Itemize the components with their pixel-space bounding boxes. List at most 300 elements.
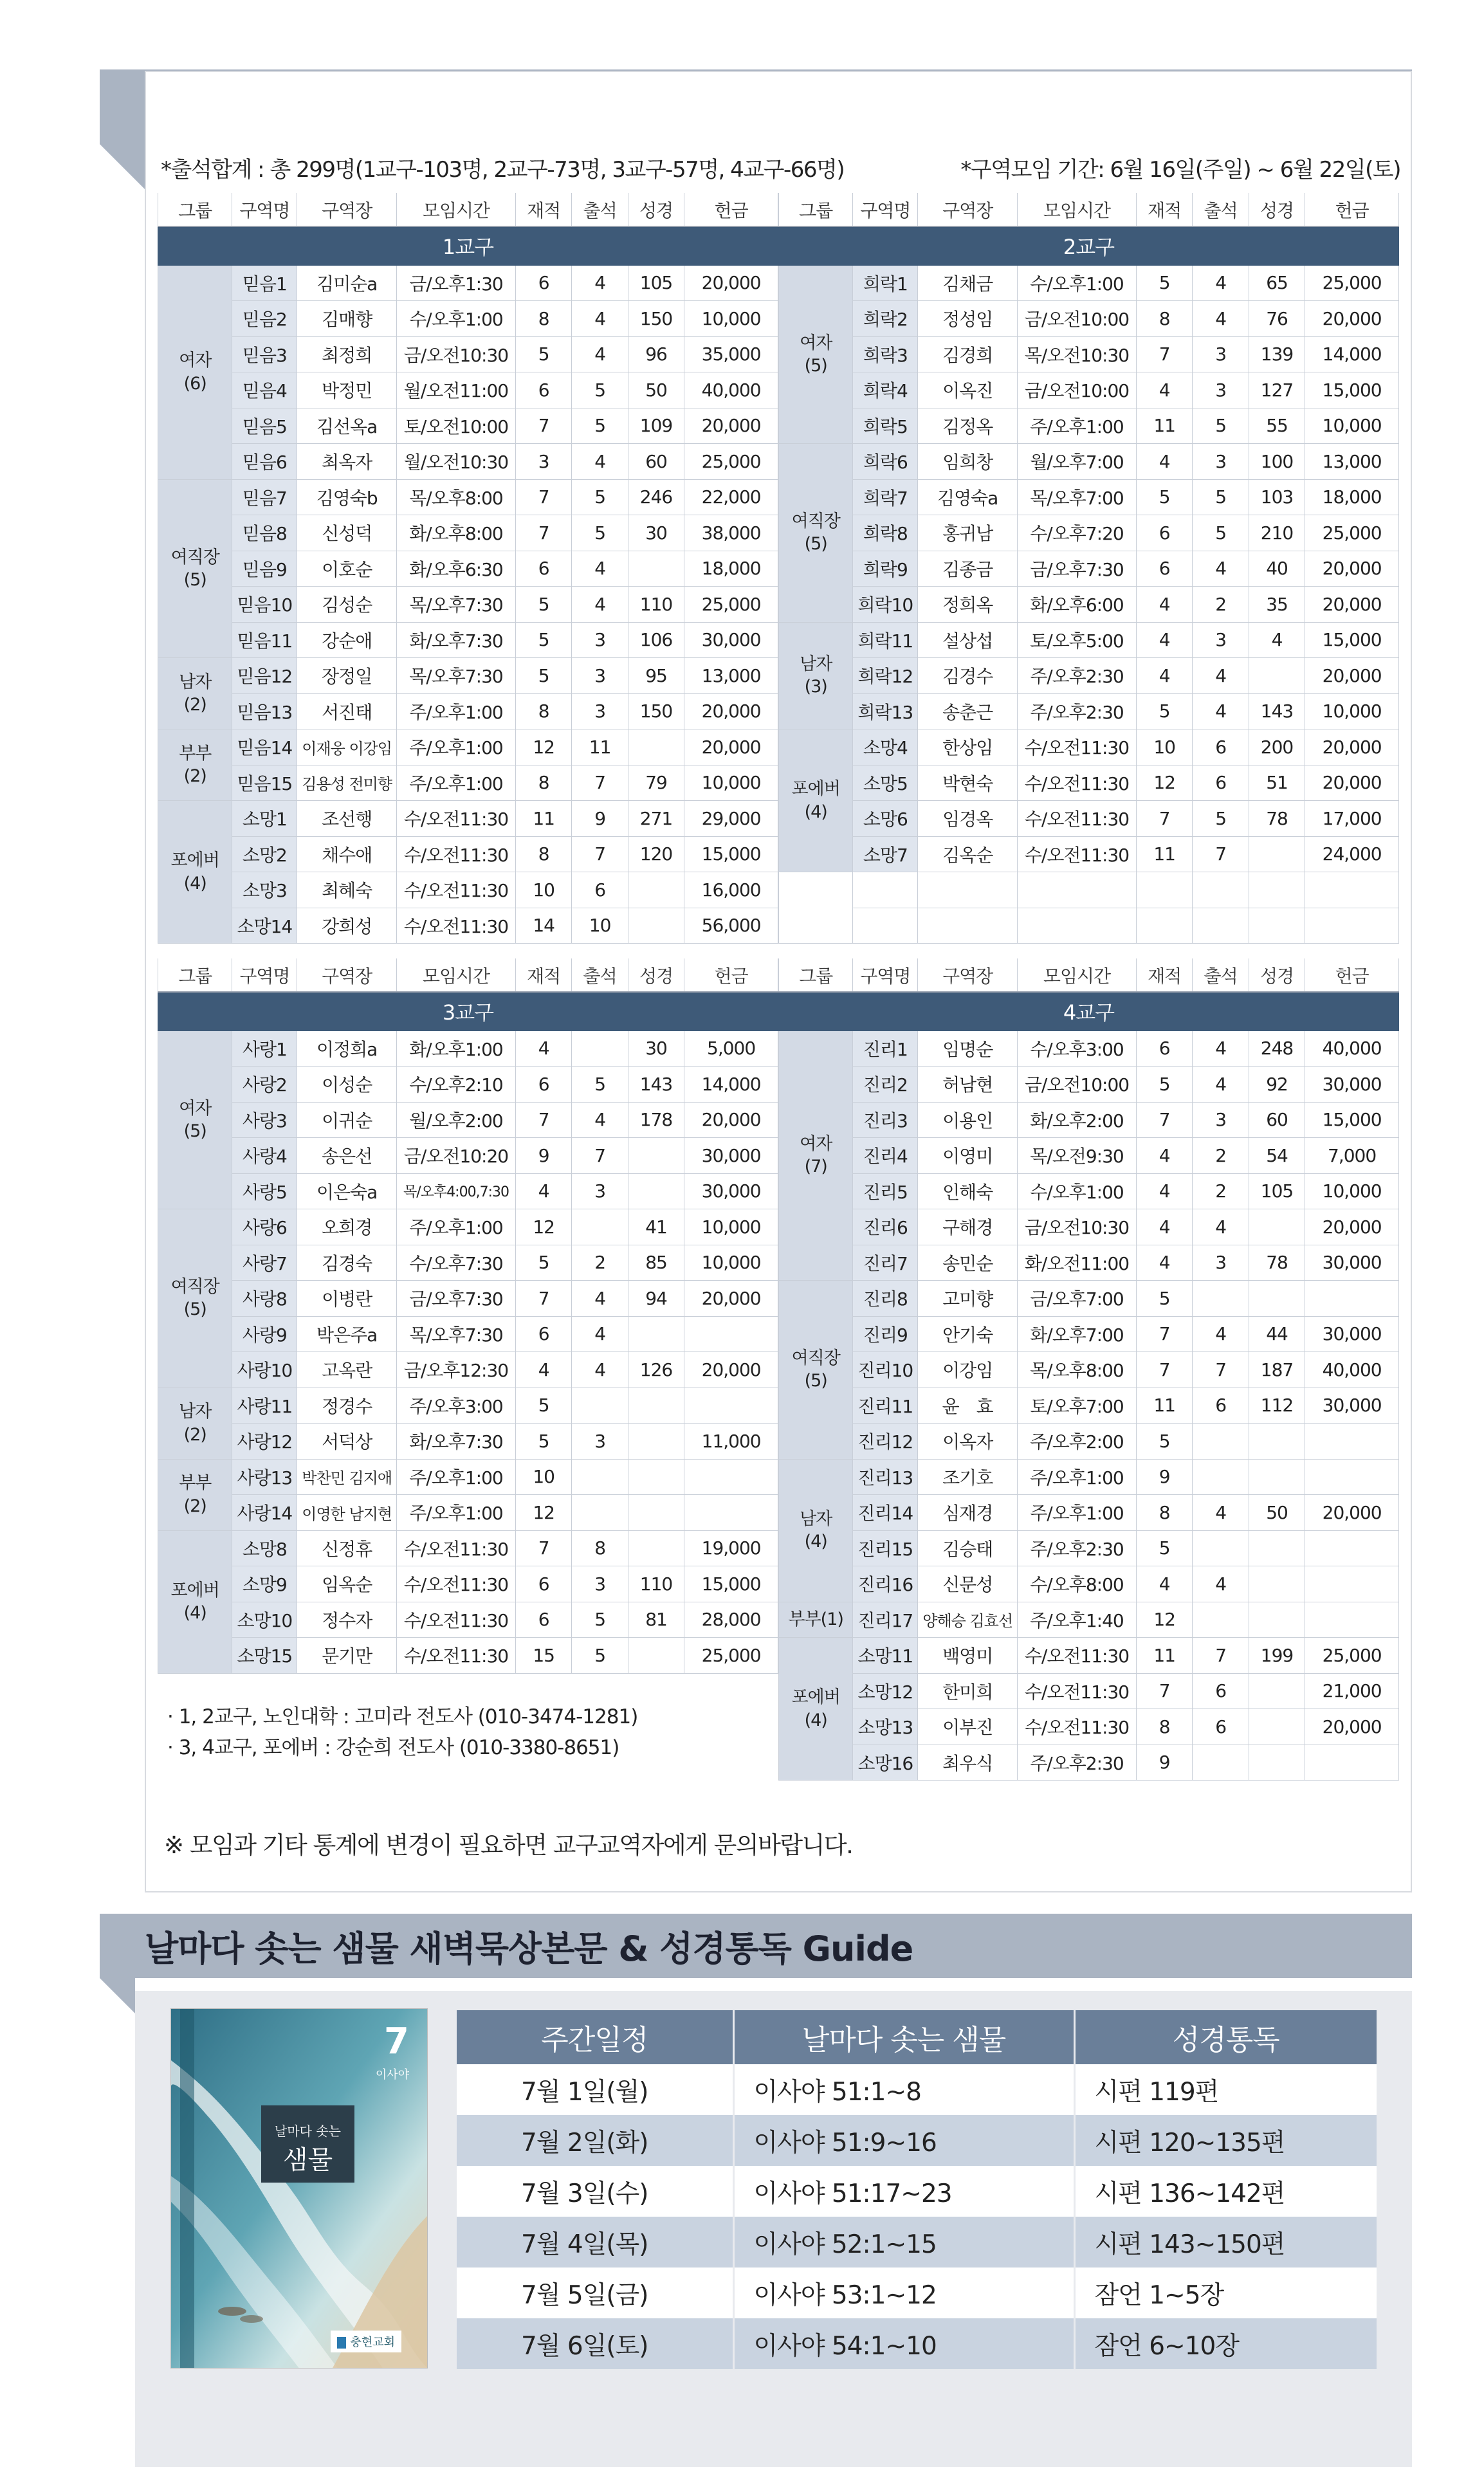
cell-bible: 143 bbox=[628, 1067, 684, 1103]
cell-attendance: 5 bbox=[572, 479, 628, 515]
cell-offering: 20,000 bbox=[1305, 587, 1399, 623]
cell-bible bbox=[628, 1388, 684, 1424]
cell-leader: 윤 효 bbox=[918, 1388, 1018, 1424]
cell-name: 믿음15 bbox=[232, 765, 297, 801]
group-label: 여직장 (5) bbox=[779, 444, 853, 623]
cell-time: 금/오전10:00 bbox=[1018, 372, 1137, 408]
column-header: 그룹 bbox=[779, 193, 853, 226]
cell-enrolled: 5 bbox=[515, 1245, 571, 1281]
cell-enrolled: 6 bbox=[515, 372, 571, 408]
cell-enrolled: 14 bbox=[515, 908, 571, 944]
cell-enrolled: 6 bbox=[515, 1067, 571, 1103]
cell-attendance: 3 bbox=[572, 622, 628, 658]
cell-attendance: 4 bbox=[572, 265, 628, 301]
table-row bbox=[158, 1138, 778, 1174]
cell-offering: 20,000 bbox=[684, 265, 778, 301]
district-title: 1교구 bbox=[158, 226, 778, 265]
guide-date: 7월 4일(목) bbox=[457, 2217, 733, 2268]
cell-enrolled: 4 bbox=[1136, 622, 1192, 658]
cell-time: 금/오전10:20 bbox=[397, 1138, 516, 1174]
cell-bible: 110 bbox=[628, 1566, 684, 1602]
table-row bbox=[779, 836, 1399, 872]
cell-attendance bbox=[1193, 1602, 1249, 1638]
cell-offering: 18,000 bbox=[684, 551, 778, 587]
cell-bible: 40 bbox=[1249, 551, 1305, 587]
cell-bible: 81 bbox=[628, 1602, 684, 1638]
cell-enrolled: 12 bbox=[515, 1495, 571, 1531]
attendance-summary: *출석합계 : 총 299명(1교구-103명, 2교구-73명, 3교구-57명, 4교구-66명) bbox=[161, 157, 845, 183]
cell-enrolled: 11 bbox=[1136, 408, 1192, 444]
cell-offering: 30,000 bbox=[1305, 1316, 1399, 1352]
guide-header-band bbox=[100, 1914, 1412, 1978]
cell-leader: 강순애 bbox=[297, 622, 397, 658]
column-header: 구역명 bbox=[853, 193, 918, 226]
table-row bbox=[779, 693, 1399, 729]
cell-enrolled: 6 bbox=[515, 1566, 571, 1602]
cell-leader: 김채금 bbox=[918, 265, 1018, 301]
guide-bible-reading: 시편 119편 bbox=[1074, 2064, 1377, 2115]
table-row bbox=[779, 1102, 1399, 1138]
cell-bible: 78 bbox=[1249, 1245, 1305, 1281]
cell-name: 진리1 bbox=[853, 1031, 918, 1067]
guide-devotional-passage: 이사야 53:1~12 bbox=[733, 2268, 1074, 2318]
cell-offering bbox=[1305, 1530, 1399, 1566]
cell-offering: 25,000 bbox=[684, 1638, 778, 1674]
cell-enrolled: 11 bbox=[1136, 836, 1192, 872]
cell-enrolled: 9 bbox=[1136, 1745, 1192, 1781]
cell-leader: 김성순 bbox=[297, 587, 397, 623]
cell-attendance bbox=[1193, 1530, 1249, 1566]
cell-time: 주/오후2:00 bbox=[1018, 1424, 1137, 1460]
cell-attendance bbox=[1193, 1745, 1249, 1781]
group-label: 부부(1) bbox=[779, 1602, 853, 1638]
cell-bible bbox=[628, 729, 684, 765]
cell-name: 소망6 bbox=[853, 801, 918, 837]
cell-enrolled: 7 bbox=[1136, 1102, 1192, 1138]
cell-bible bbox=[1249, 1281, 1305, 1317]
cell-enrolled: 12 bbox=[515, 729, 571, 765]
cell-time: 화/오후6:30 bbox=[397, 551, 516, 587]
cell-leader: 신문성 bbox=[918, 1566, 1018, 1602]
guide-row bbox=[457, 2217, 1377, 2268]
cell-time: 수/오전11:30 bbox=[397, 1566, 516, 1602]
cell-name: 믿음13 bbox=[232, 693, 297, 729]
cell-offering: 5,000 bbox=[684, 1031, 778, 1067]
cell-bible: 103 bbox=[1249, 479, 1305, 515]
cell-attendance: 4 bbox=[1193, 1566, 1249, 1602]
cell-bible: 65 bbox=[1249, 265, 1305, 301]
cell-bible bbox=[1249, 658, 1305, 694]
cell-time: 목/오후4:00,7:30 bbox=[397, 1173, 516, 1209]
cell-leader: 김경희 bbox=[918, 336, 1018, 372]
table-row bbox=[779, 1424, 1399, 1460]
cell-name: 믿음1 bbox=[232, 265, 297, 301]
cell-bible: 110 bbox=[628, 587, 684, 623]
cell-attendance: 7 bbox=[1193, 836, 1249, 872]
cell-name: 믿음7 bbox=[232, 479, 297, 515]
cell-time: 월/오후7:00 bbox=[1018, 444, 1137, 480]
cell-time: 수/오후1:00 bbox=[1018, 265, 1137, 301]
cell-bible bbox=[628, 1173, 684, 1209]
cell-attendance: 5 bbox=[572, 1602, 628, 1638]
cell-bible: 95 bbox=[628, 658, 684, 694]
cell-bible: 210 bbox=[1249, 515, 1305, 551]
cell-offering: 28,000 bbox=[684, 1602, 778, 1638]
cell-attendance: 2 bbox=[1193, 1173, 1249, 1209]
cell-enrolled: 7 bbox=[1136, 1673, 1192, 1709]
cell-enrolled: 8 bbox=[515, 836, 571, 872]
cell-name bbox=[853, 908, 918, 944]
cell-enrolled: 4 bbox=[1136, 658, 1192, 694]
table-row bbox=[779, 1530, 1399, 1566]
cell-attendance: 6 bbox=[1193, 729, 1249, 765]
cell-attendance: 3 bbox=[1193, 1102, 1249, 1138]
cell-name: 믿음10 bbox=[232, 587, 297, 623]
column-header: 그룹 bbox=[158, 193, 232, 226]
cell-time: 주/오후1:00 bbox=[397, 1495, 516, 1531]
cell-name: 소망8 bbox=[232, 1530, 297, 1566]
table-row bbox=[158, 1388, 778, 1424]
column-header: 구역장 bbox=[297, 193, 397, 226]
cell-offering: 18,000 bbox=[1305, 479, 1399, 515]
cell-leader: 이영미 bbox=[918, 1138, 1018, 1174]
guide-row bbox=[457, 2166, 1377, 2217]
table-row bbox=[779, 265, 1399, 301]
table-row bbox=[779, 1495, 1399, 1531]
cell-leader: 조선행 bbox=[297, 801, 397, 837]
column-header: 출석 bbox=[1193, 958, 1249, 992]
guide-date: 7월 5일(금) bbox=[457, 2268, 733, 2318]
table-row bbox=[779, 1245, 1399, 1281]
cell-enrolled: 5 bbox=[1136, 1530, 1192, 1566]
cell-leader: 김승태 bbox=[918, 1530, 1018, 1566]
column-header: 성경 bbox=[1249, 958, 1305, 992]
cell-attendance: 4 bbox=[572, 1281, 628, 1317]
cell-time: 주/오후2:30 bbox=[1018, 1530, 1137, 1566]
cell-name: 사랑2 bbox=[232, 1067, 297, 1103]
table-row bbox=[779, 479, 1399, 515]
cell-bible: 100 bbox=[1249, 444, 1305, 480]
cell-leader: 이용인 bbox=[918, 1102, 1018, 1138]
column-header: 구역장 bbox=[297, 958, 397, 992]
cell-attendance bbox=[572, 1388, 628, 1424]
cell-offering: 25,000 bbox=[1305, 1638, 1399, 1674]
cell-time: 목/오후7:00 bbox=[1018, 479, 1137, 515]
table-row bbox=[779, 301, 1399, 337]
cell-attendance: 4 bbox=[1193, 693, 1249, 729]
cell-enrolled: 8 bbox=[515, 765, 571, 801]
cell-attendance: 4 bbox=[1193, 265, 1249, 301]
cell-attendance: 5 bbox=[1193, 801, 1249, 837]
cell-leader: 이성순 bbox=[297, 1067, 397, 1103]
cell-offering: 7,000 bbox=[1305, 1138, 1399, 1174]
cell-leader: 심재경 bbox=[918, 1495, 1018, 1531]
cell-leader: 백영미 bbox=[918, 1638, 1018, 1674]
guide-col-schedule: 주간일정 bbox=[457, 2010, 733, 2064]
cell-attendance: 4 bbox=[1193, 551, 1249, 587]
cell-enrolled: 7 bbox=[515, 1281, 571, 1317]
cell-bible bbox=[1249, 1602, 1305, 1638]
cell-attendance: 6 bbox=[1193, 1709, 1249, 1745]
cell-bible: 200 bbox=[1249, 729, 1305, 765]
cell-time: 수/오후3:00 bbox=[1018, 1031, 1137, 1067]
cell-enrolled: 11 bbox=[1136, 1638, 1192, 1674]
cell-offering: 17,000 bbox=[1305, 801, 1399, 837]
cell-bible bbox=[628, 1424, 684, 1460]
cell-enrolled: 5 bbox=[515, 587, 571, 623]
cell-enrolled: 10 bbox=[515, 1459, 571, 1495]
cell-name: 진리6 bbox=[853, 1209, 918, 1245]
cell-leader: 한미희 bbox=[918, 1673, 1018, 1709]
cell-enrolled: 5 bbox=[1136, 1424, 1192, 1460]
table-row bbox=[158, 1316, 778, 1352]
table-row bbox=[779, 1602, 1399, 1638]
district-table-4 bbox=[778, 958, 1399, 1781]
cell-name: 소망15 bbox=[232, 1638, 297, 1674]
cell-leader: 이재웅 이강임 bbox=[297, 729, 397, 765]
cell-enrolled: 9 bbox=[515, 1138, 571, 1174]
cell-offering: 15,000 bbox=[684, 1566, 778, 1602]
cell-attendance: 4 bbox=[1193, 1031, 1249, 1067]
cell-offering: 30,000 bbox=[1305, 1245, 1399, 1281]
table-row bbox=[779, 801, 1399, 837]
cell-offering: 10,000 bbox=[684, 301, 778, 337]
cell-name: 사랑6 bbox=[232, 1209, 297, 1245]
cell-offering: 15,000 bbox=[1305, 1102, 1399, 1138]
table-row bbox=[779, 587, 1399, 623]
table-row bbox=[779, 872, 1399, 908]
table-row bbox=[158, 1281, 778, 1317]
guide-table bbox=[457, 2010, 1377, 2369]
cell-enrolled: 4 bbox=[1136, 587, 1192, 623]
cell-offering: 19,000 bbox=[684, 1530, 778, 1566]
cell-leader: 이영한 남지현 bbox=[297, 1495, 397, 1531]
cell-time: 수/오후1:00 bbox=[1018, 1173, 1137, 1209]
table-row bbox=[158, 872, 778, 908]
cell-offering bbox=[684, 1459, 778, 1495]
cover-title-small: 날마다 솟는 bbox=[275, 2123, 341, 2139]
cell-time: 화/오후7:30 bbox=[397, 622, 516, 658]
cell-leader: 안기숙 bbox=[918, 1316, 1018, 1352]
table-row bbox=[779, 1388, 1399, 1424]
table-row bbox=[779, 1566, 1399, 1602]
cell-offering: 14,000 bbox=[1305, 336, 1399, 372]
cell-name: 희락13 bbox=[853, 693, 918, 729]
cell-bible bbox=[628, 1316, 684, 1352]
cell-attendance: 7 bbox=[572, 765, 628, 801]
cell-leader: 이은숙a bbox=[297, 1173, 397, 1209]
column-header: 출석 bbox=[572, 958, 628, 992]
cell-name: 희락7 bbox=[853, 479, 918, 515]
cell-attendance: 4 bbox=[572, 1316, 628, 1352]
guide-row bbox=[457, 2318, 1377, 2369]
column-header: 출석 bbox=[1193, 193, 1249, 226]
table-row bbox=[158, 801, 778, 837]
cell-bible: 96 bbox=[628, 336, 684, 372]
cell-offering bbox=[1305, 1566, 1399, 1602]
column-header: 헌금 bbox=[1305, 193, 1399, 226]
cell-name: 소망12 bbox=[853, 1673, 918, 1709]
column-header: 헌금 bbox=[684, 958, 778, 992]
cell-leader: 이병란 bbox=[297, 1281, 397, 1317]
cell-name: 소망2 bbox=[232, 836, 297, 872]
cell-leader: 박정민 bbox=[297, 372, 397, 408]
cell-attendance: 4 bbox=[1193, 1067, 1249, 1103]
cell-bible: 143 bbox=[1249, 693, 1305, 729]
cover-title-box bbox=[261, 2105, 354, 2183]
cell-name bbox=[853, 872, 918, 908]
cell-leader: 이정희a bbox=[297, 1031, 397, 1067]
table-row bbox=[779, 1352, 1399, 1388]
cell-leader: 김경수 bbox=[918, 658, 1018, 694]
cell-bible: 54 bbox=[1249, 1138, 1305, 1174]
cell-attendance: 7 bbox=[572, 1138, 628, 1174]
cell-offering: 35,000 bbox=[684, 336, 778, 372]
cell-name: 소망9 bbox=[232, 1566, 297, 1602]
cell-offering: 30,000 bbox=[684, 1138, 778, 1174]
cell-leader: 최우식 bbox=[918, 1745, 1018, 1781]
cell-attendance: 3 bbox=[1193, 336, 1249, 372]
cell-attendance: 4 bbox=[572, 1352, 628, 1388]
guide-bible-reading: 시편 143~150편 bbox=[1074, 2217, 1377, 2268]
cell-name: 사랑12 bbox=[232, 1424, 297, 1460]
cell-offering: 21,000 bbox=[1305, 1673, 1399, 1709]
cell-enrolled: 5 bbox=[515, 1388, 571, 1424]
cell-enrolled: 5 bbox=[1136, 693, 1192, 729]
cell-enrolled: 4 bbox=[515, 1352, 571, 1388]
table-row bbox=[158, 765, 778, 801]
cell-time: 수/오전11:30 bbox=[1018, 765, 1137, 801]
guide-corner-shape bbox=[100, 1978, 135, 2013]
cell-attendance bbox=[1193, 908, 1249, 944]
cover-book-name: 이사야 bbox=[375, 2068, 409, 2082]
cell-leader: 서덕상 bbox=[297, 1424, 397, 1460]
cell-attendance bbox=[1193, 1281, 1249, 1317]
cell-attendance: 4 bbox=[572, 551, 628, 587]
cell-bible bbox=[1249, 1209, 1305, 1245]
group-label: 포에버 (4) bbox=[779, 1638, 853, 1781]
cell-offering: 24,000 bbox=[1305, 836, 1399, 872]
cell-enrolled: 8 bbox=[515, 693, 571, 729]
devotional-book-cover bbox=[170, 2008, 428, 2368]
cell-leader: 채수애 bbox=[297, 836, 397, 872]
cell-enrolled: 12 bbox=[1136, 765, 1192, 801]
cell-offering bbox=[684, 1316, 778, 1352]
cell-bible: 126 bbox=[628, 1352, 684, 1388]
cell-offering: 13,000 bbox=[1305, 444, 1399, 480]
group-label: 남자 (3) bbox=[779, 622, 853, 729]
cell-time: 수/오전11:30 bbox=[397, 801, 516, 837]
cell-name: 사랑8 bbox=[232, 1281, 297, 1317]
cell-name: 진리8 bbox=[853, 1281, 918, 1317]
cell-name: 소망1 bbox=[232, 801, 297, 837]
cell-name: 믿음5 bbox=[232, 408, 297, 444]
table-row bbox=[779, 1673, 1399, 1709]
cell-bible bbox=[1249, 836, 1305, 872]
cell-time: 금/오전10:30 bbox=[1018, 1209, 1137, 1245]
cell-bible: 30 bbox=[628, 515, 684, 551]
cell-offering bbox=[684, 1388, 778, 1424]
cell-time: 수/오전11:30 bbox=[397, 908, 516, 944]
guide-date: 7월 1일(월) bbox=[457, 2064, 733, 2115]
cell-bible: 150 bbox=[628, 693, 684, 729]
cell-attendance: 5 bbox=[1193, 479, 1249, 515]
cell-attendance: 5 bbox=[572, 372, 628, 408]
cell-bible: 92 bbox=[1249, 1067, 1305, 1103]
cell-attendance: 5 bbox=[572, 515, 628, 551]
table-row bbox=[158, 1173, 778, 1209]
cell-time: 목/오전10:30 bbox=[1018, 336, 1137, 372]
cell-leader bbox=[918, 908, 1018, 944]
cell-leader bbox=[918, 872, 1018, 908]
cell-bible bbox=[1249, 1566, 1305, 1602]
cell-enrolled: 7 bbox=[515, 1102, 571, 1138]
cell-time: 수/오전11:30 bbox=[1018, 729, 1137, 765]
cell-time: 수/오후2:10 bbox=[397, 1067, 516, 1103]
table-row bbox=[158, 1352, 778, 1388]
cell-time: 화/오후2:00 bbox=[1018, 1102, 1137, 1138]
column-header: 성경 bbox=[1249, 193, 1305, 226]
cell-name: 믿음8 bbox=[232, 515, 297, 551]
cell-attendance bbox=[1193, 1424, 1249, 1460]
cell-bible bbox=[628, 872, 684, 908]
guide-devotional-passage: 이사야 51:1~8 bbox=[733, 2064, 1074, 2115]
guide-bible-reading: 시편 120~135편 bbox=[1074, 2115, 1377, 2166]
cell-name: 희락5 bbox=[853, 408, 918, 444]
cell-bible bbox=[1249, 1530, 1305, 1566]
cell-enrolled: 5 bbox=[1136, 1067, 1192, 1103]
cell-name: 사랑13 bbox=[232, 1459, 297, 1495]
cell-time: 금/오전10:00 bbox=[1018, 301, 1137, 337]
church-logo-icon bbox=[337, 2337, 346, 2349]
cell-name: 진리17 bbox=[853, 1602, 918, 1638]
cell-bible: 35 bbox=[1249, 587, 1305, 623]
column-header: 구역명 bbox=[853, 958, 918, 992]
cell-enrolled: 6 bbox=[515, 1316, 571, 1352]
cell-offering: 30,000 bbox=[684, 1173, 778, 1209]
cover-church-logo bbox=[331, 2331, 401, 2352]
cell-leader: 정희옥 bbox=[918, 587, 1018, 623]
cell-name: 희락4 bbox=[853, 372, 918, 408]
cell-leader: 이옥진 bbox=[918, 372, 1018, 408]
cell-enrolled: 4 bbox=[1136, 444, 1192, 480]
table-row bbox=[158, 729, 778, 765]
cell-name: 믿음12 bbox=[232, 658, 297, 694]
table-row bbox=[158, 444, 778, 480]
cell-name: 희락11 bbox=[853, 622, 918, 658]
cell-bible bbox=[628, 908, 684, 944]
cell-offering: 20,000 bbox=[1305, 1209, 1399, 1245]
cell-enrolled: 8 bbox=[1136, 1709, 1192, 1745]
cell-enrolled: 5 bbox=[1136, 265, 1192, 301]
cell-offering: 15,000 bbox=[1305, 622, 1399, 658]
cell-bible: 41 bbox=[628, 1209, 684, 1245]
cell-enrolled: 7 bbox=[1136, 1316, 1192, 1352]
cell-offering: 30,000 bbox=[1305, 1388, 1399, 1424]
cell-offering: 25,000 bbox=[1305, 265, 1399, 301]
cell-enrolled: 4 bbox=[515, 1173, 571, 1209]
cell-bible bbox=[628, 1530, 684, 1566]
cell-offering: 20,000 bbox=[684, 1281, 778, 1317]
cell-enrolled: 5 bbox=[515, 336, 571, 372]
guide-bible-reading: 시편 136~142편 bbox=[1074, 2166, 1377, 2217]
cell-name: 소망14 bbox=[232, 908, 297, 944]
cell-leader: 김영숙a bbox=[918, 479, 1018, 515]
table-row bbox=[158, 1424, 778, 1460]
cell-offering: 15,000 bbox=[1305, 372, 1399, 408]
cell-leader: 김매향 bbox=[297, 301, 397, 337]
cell-bible: 127 bbox=[1249, 372, 1305, 408]
